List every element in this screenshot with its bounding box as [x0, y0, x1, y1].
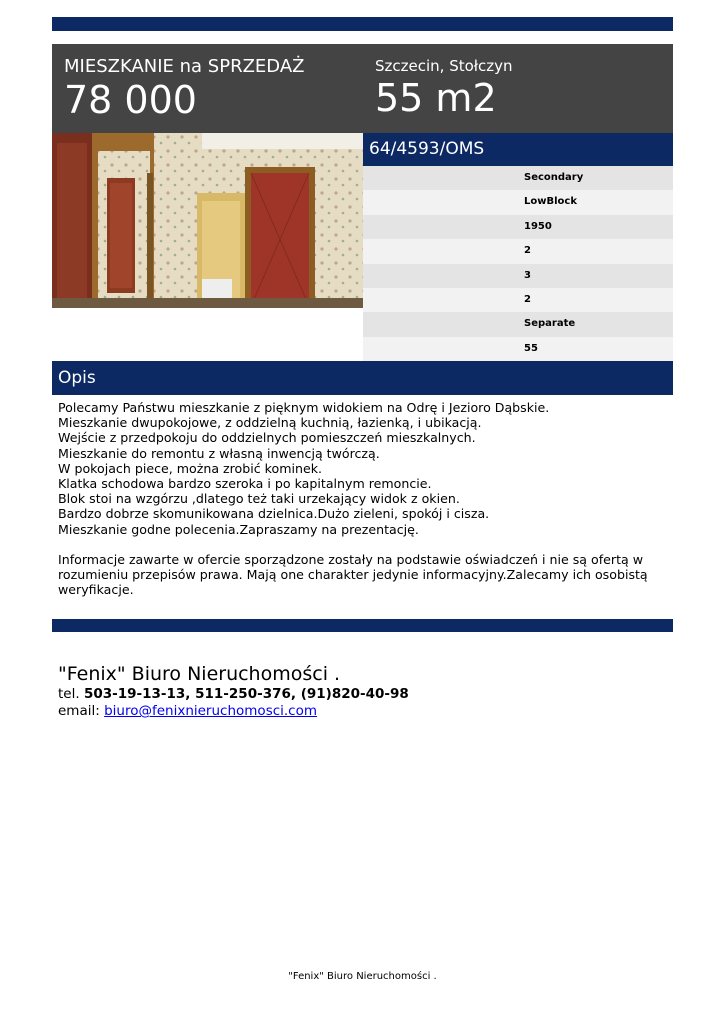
description-line: Polecamy Państwu mieszkanie z pięknym widokiem na Odrę i Jezioro Dąbskie. — [58, 400, 550, 415]
email-label: email: — [58, 703, 100, 719]
details-row: 1950 — [363, 215, 673, 239]
paragraph-gap — [58, 537, 666, 552]
agency-contact — [58, 662, 409, 720]
details-row: Secondary — [363, 166, 673, 190]
phone-numbers: 503-19-13-13, 511-250-376, (91)820-40-98 — [83, 686, 409, 702]
email-link[interactable]: biuro@fenixnieruchomosci.com — [104, 703, 318, 719]
listing-location: Szczecin, Stołczyn — [375, 57, 513, 75]
phone-label: tel. — [58, 686, 80, 702]
details-table — [363, 166, 673, 361]
listing-type: MIESZKANIE na SPRZEDAŻ — [64, 56, 305, 77]
bottom-divider-bar — [52, 619, 673, 632]
details-row: LowBlock — [363, 190, 673, 214]
description-line: Bardzo dobrze skomunikowana dzielnica.Dużo zieleni, spokój i cisza. — [58, 506, 490, 522]
listing-header — [52, 44, 673, 133]
description-title: Opis — [52, 361, 673, 395]
reference-number: 64/4593/OMS — [363, 133, 673, 166]
description-line: Mieszkanie do remontu z własną inwencją twórczą. — [58, 445, 380, 461]
listing-price: 78 000 — [64, 78, 197, 122]
description-line: Klatka schodowa bardzo szeroka i po kapitalnym remoncie. — [58, 476, 432, 492]
listing-area: 55 m2 — [375, 76, 497, 120]
description-line: Mieszkanie godne polecenia.Zapraszamy na prezentację. — [58, 521, 419, 537]
details-row: 2 — [363, 288, 673, 312]
description-line: W pokojach piece, można zrobić kominek. — [58, 460, 323, 476]
email-line — [58, 703, 409, 720]
details-row: 55 — [363, 337, 673, 361]
page-footer: "Fenix" Biuro Nieruchomości . — [288, 971, 437, 982]
agency-name: "Fenix" Biuro Nieruchomości . — [58, 663, 341, 685]
details-row: 3 — [363, 264, 673, 288]
description-line: Wejście z przedpokoju do oddzielnych pomieszczeń mieszkalnych. — [58, 430, 476, 446]
header-right — [375, 56, 513, 120]
description-line: Blok stoi na wzgórzu ,dlatego też taki urzekający widok z okien. — [58, 491, 460, 507]
details-row: 2 — [363, 239, 673, 263]
legal-disclaimer: Informacje zawarte w ofercie sporządzone zostały na podstawie oświadczeń i nie są ofertą w rozumieniu przepisów prawa. Mają one charakter jedynie informacyjny.Zalecamy ich osobistą weryfikacje. — [58, 551, 648, 598]
details-row: Separate — [363, 312, 673, 336]
phone-line — [58, 686, 409, 703]
listing-photo — [52, 133, 363, 308]
top-divider-bar — [52, 17, 673, 31]
description-body — [58, 400, 666, 597]
description-line: Mieszkanie dwupokojowe, z oddzielną kuchnią, łazienką, i ubikacją. — [58, 415, 482, 431]
header-left — [64, 56, 304, 122]
interior-photo-icon — [52, 133, 363, 308]
